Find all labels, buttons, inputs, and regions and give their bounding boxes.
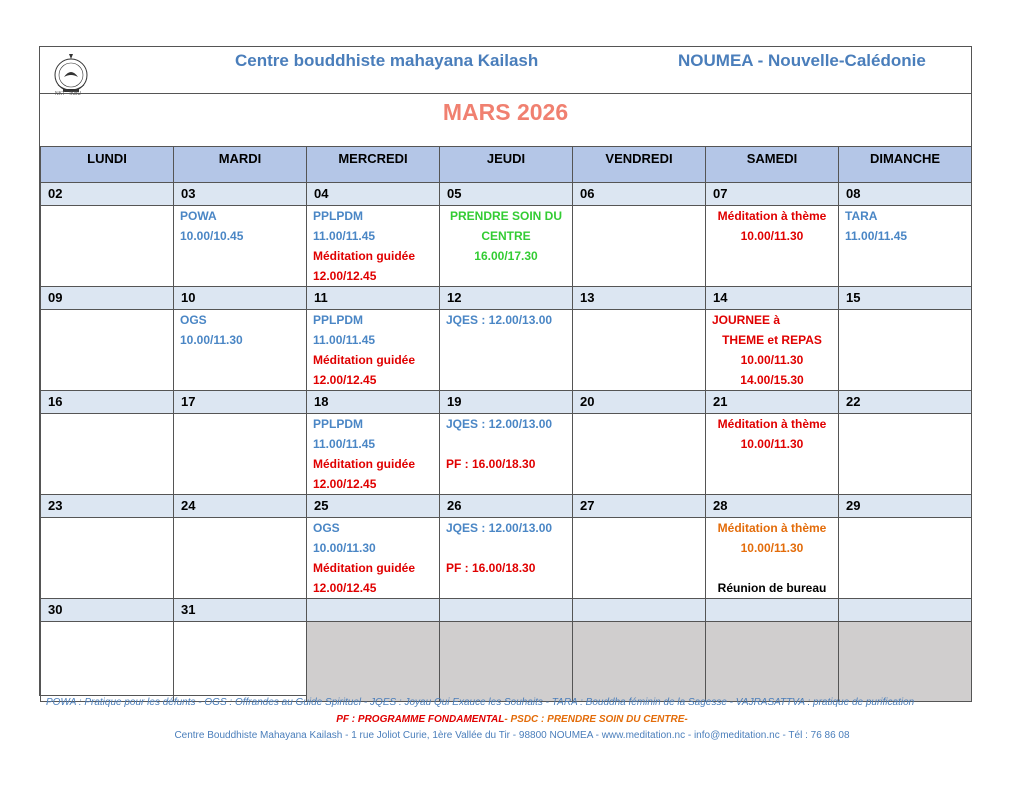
event-title: JQES : 12.00/13.00 bbox=[446, 521, 553, 535]
event-title: Méditation guidée bbox=[313, 561, 415, 575]
event-time: 12.00/12.45 bbox=[313, 373, 377, 387]
day-cell bbox=[706, 310, 839, 391]
date-number: 25 bbox=[307, 495, 440, 518]
date-number bbox=[706, 599, 839, 622]
event-title: JQES : 12.00/13.00 bbox=[446, 417, 553, 431]
center-name: Centre bouddhiste mahayana Kailash bbox=[235, 51, 539, 70]
event-time: 12.00/12.45 bbox=[313, 477, 377, 491]
date-number: 29 bbox=[839, 495, 972, 518]
date-number: 07 bbox=[706, 183, 839, 206]
event-row bbox=[41, 414, 972, 495]
date-number: 03 bbox=[174, 183, 307, 206]
address-footer: Centre Bouddhiste Mahayana Kailash - 1 rue Joliot Curie, 1ère Vallée du Tir - 98800 NOUMEA - www.meditation.nc - info@meditation.nc - Tél : 76 86 08 bbox=[174, 730, 850, 741]
day-cell bbox=[839, 206, 972, 287]
event-time: 10.00/11.30 bbox=[740, 437, 804, 451]
weekday-header: MERCREDI bbox=[307, 147, 440, 183]
day-cell bbox=[573, 206, 706, 287]
date-number: 30 bbox=[41, 599, 174, 622]
event-title: Méditation à thème bbox=[717, 209, 827, 223]
event-title: Méditation guidée bbox=[313, 249, 415, 263]
day-cell bbox=[307, 518, 440, 599]
weekday-header: SAMEDI bbox=[706, 147, 839, 183]
date-number: 31 bbox=[174, 599, 307, 622]
event-time: 10.00/11.30 bbox=[740, 353, 804, 367]
date-number bbox=[839, 599, 972, 622]
date-number: 09 bbox=[41, 287, 174, 310]
event-title: CENTRE bbox=[481, 229, 531, 243]
date-number: 13 bbox=[573, 287, 706, 310]
weekday-header: MARDI bbox=[174, 147, 307, 183]
event-time: 10.00/11.30 bbox=[313, 541, 376, 555]
date-number: 28 bbox=[706, 495, 839, 518]
event-title: JQES : 12.00/13.00 bbox=[446, 313, 553, 327]
weekday-header: LUNDI bbox=[41, 147, 174, 183]
event-time: 10.00/11.30 bbox=[180, 333, 243, 347]
date-number: 18 bbox=[307, 391, 440, 414]
event-title: PPLPDM bbox=[313, 209, 364, 223]
date-number: 05 bbox=[440, 183, 573, 206]
event-row bbox=[41, 518, 972, 599]
weekday-header: DIMANCHE bbox=[839, 147, 972, 183]
date-number: 14 bbox=[706, 287, 839, 310]
event-title: Méditation à thème bbox=[717, 417, 827, 431]
day-cell bbox=[440, 414, 573, 495]
weekday-header-row bbox=[41, 147, 972, 183]
event-title: PRENDRE SOIN DU bbox=[449, 209, 562, 223]
date-number: 04 bbox=[307, 183, 440, 206]
day-cell bbox=[839, 518, 972, 599]
date-number bbox=[440, 599, 573, 622]
event-time: 16.00/17.30 bbox=[474, 249, 538, 263]
day-cell bbox=[440, 518, 573, 599]
day-cell bbox=[307, 310, 440, 391]
calendar-header bbox=[40, 47, 971, 97]
program-legend bbox=[0, 714, 1024, 725]
date-row bbox=[41, 287, 972, 310]
date-number: 22 bbox=[839, 391, 972, 414]
date-number bbox=[573, 599, 706, 622]
day-cell bbox=[440, 310, 573, 391]
logo-caption: NKT - IKBU bbox=[55, 91, 82, 97]
city-label: NOUMEA - Nouvelle-Calédonie bbox=[678, 51, 926, 70]
day-cell bbox=[573, 310, 706, 391]
day-cell bbox=[41, 414, 174, 495]
date-row bbox=[41, 183, 972, 206]
event-title: PF : 16.00/18.30 bbox=[446, 561, 536, 575]
empty-cell bbox=[839, 622, 972, 702]
abbreviation-legend: POWA : Pratique pour les défunts - OGS : Offrandes au Guide Spirituel - JQES : Joyau Qui Exauce les Souhaits - TARA : Bouddha féminin de la Sagesse - VAJRASATTVA : pratique de purification bbox=[46, 697, 915, 708]
date-row bbox=[41, 599, 972, 622]
event-time: 11.00/11.45 bbox=[313, 437, 376, 451]
date-number: 20 bbox=[573, 391, 706, 414]
day-cell bbox=[41, 310, 174, 391]
event-time: 10.00/11.30 bbox=[740, 229, 804, 243]
day-cell bbox=[573, 414, 706, 495]
day-cell bbox=[706, 518, 839, 599]
date-number: 08 bbox=[839, 183, 972, 206]
weekday-header: JEUDI bbox=[440, 147, 573, 183]
event-row bbox=[41, 206, 972, 287]
day-cell bbox=[174, 414, 307, 495]
day-cell bbox=[41, 518, 174, 599]
event-title: POWA bbox=[180, 209, 217, 223]
event-title: Réunion de bureau bbox=[717, 581, 827, 595]
date-number: 27 bbox=[573, 495, 706, 518]
day-cell bbox=[174, 622, 307, 702]
day-cell bbox=[41, 622, 174, 702]
date-number: 17 bbox=[174, 391, 307, 414]
event-time: 12.00/12.45 bbox=[313, 581, 377, 595]
empty-cell bbox=[440, 622, 573, 702]
event-title: Méditation guidée bbox=[313, 353, 415, 367]
month-row bbox=[40, 93, 971, 147]
event-title: Méditation guidée bbox=[313, 457, 415, 471]
day-cell bbox=[174, 206, 307, 287]
event-time: 11.00/11.45 bbox=[313, 229, 376, 243]
event-time: 10.00/11.30 bbox=[740, 541, 804, 555]
event-time: 11.00/11.45 bbox=[313, 333, 376, 347]
empty-cell bbox=[573, 622, 706, 702]
day-cell bbox=[440, 206, 573, 287]
date-number: 23 bbox=[41, 495, 174, 518]
event-title: Méditation à thème bbox=[717, 521, 827, 535]
date-number: 16 bbox=[41, 391, 174, 414]
event-title: PF : 16.00/18.30 bbox=[446, 457, 536, 471]
day-cell bbox=[307, 206, 440, 287]
event-time: 11.00/11.45 bbox=[845, 229, 908, 243]
event-time: 12.00/12.45 bbox=[313, 269, 377, 283]
event-title: PPLPDM bbox=[313, 417, 364, 431]
psdc-label: - PSDC : PRENDRE SOIN DU CENTRE- bbox=[504, 714, 688, 725]
weekday-header: VENDREDI bbox=[573, 147, 706, 183]
date-number: 26 bbox=[440, 495, 573, 518]
calendar-frame bbox=[39, 46, 972, 696]
event-title: THEME et REPAS bbox=[722, 333, 822, 347]
date-number: 06 bbox=[573, 183, 706, 206]
day-cell bbox=[839, 310, 972, 391]
month-title: MARS 2026 bbox=[442, 99, 569, 125]
day-cell bbox=[706, 206, 839, 287]
event-title: OGS bbox=[313, 521, 340, 535]
date-number: 21 bbox=[706, 391, 839, 414]
date-number: 15 bbox=[839, 287, 972, 310]
day-cell bbox=[573, 518, 706, 599]
day-cell bbox=[174, 518, 307, 599]
day-cell bbox=[41, 206, 174, 287]
date-number: 11 bbox=[307, 287, 440, 310]
event-time: 10.00/10.45 bbox=[180, 229, 244, 243]
empty-cell bbox=[307, 622, 440, 702]
event-time: 14.00/15.30 bbox=[740, 373, 804, 387]
day-cell bbox=[706, 414, 839, 495]
date-number: 24 bbox=[174, 495, 307, 518]
date-number: 12 bbox=[440, 287, 573, 310]
date-number: 10 bbox=[174, 287, 307, 310]
date-number: 02 bbox=[41, 183, 174, 206]
event-row bbox=[41, 622, 972, 702]
event-row bbox=[41, 310, 972, 391]
date-number: 19 bbox=[440, 391, 573, 414]
event-title: JOURNEE à bbox=[712, 313, 781, 327]
pf-label: PF : PROGRAMME FONDAMENTAL bbox=[336, 714, 505, 725]
event-title: TARA bbox=[845, 209, 878, 223]
event-title: PPLPDM bbox=[313, 313, 364, 327]
date-row bbox=[41, 391, 972, 414]
event-title: OGS bbox=[180, 313, 207, 327]
calendar-table bbox=[40, 146, 972, 702]
empty-cell bbox=[706, 622, 839, 702]
date-number bbox=[307, 599, 440, 622]
day-cell bbox=[174, 310, 307, 391]
day-cell bbox=[307, 414, 440, 495]
day-cell bbox=[839, 414, 972, 495]
date-row bbox=[41, 495, 972, 518]
